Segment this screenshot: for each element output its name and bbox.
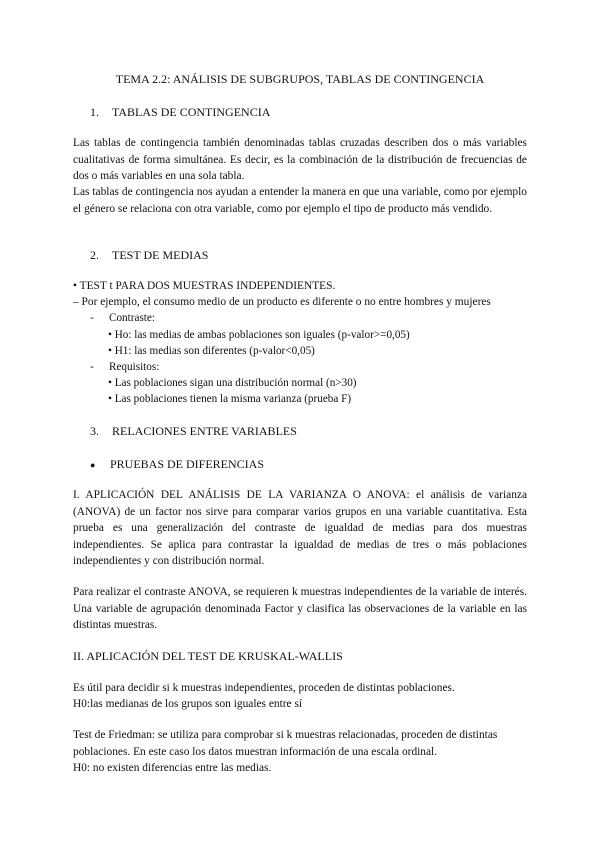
friedman-h0: H0: no existen diferencias entre las medias. [73, 762, 272, 774]
section-1-number: 1. [90, 105, 99, 119]
kruskal-heading: II. APLICACIÓN DEL TEST DE KRUSKAL-WALLIS [73, 649, 343, 663]
pruebas-title: PRUEBAS DE DIFERENCIAS [110, 457, 265, 471]
section-1-title: TABLAS DE CONTINGENCIA [112, 105, 271, 119]
requisito-2: • Las poblaciones tienen la misma varianza (prueba F) [108, 393, 352, 405]
kruskal-h0: H0:las medianas de los grupos son iguales entre sí [73, 698, 303, 710]
ttest-example: – Por ejemplo, el consumo medio de un producto es diferente o no entre hombres y mujeres [73, 296, 491, 308]
anova-paragraph-2: Para realizar el contraste ANOVA, se requieren k muestras independientes de la variable de interés. Una variable de agrupación denominada Factor y clasifica las observaciones de la variable en las distintas muestras. [73, 586, 527, 631]
hypothesis-h0: • Ho: las medias de ambas poblaciones son iguales (p-valor>=0,05) [108, 329, 410, 341]
page-title: TEMA 2.2: ANÁLISIS DE SUBGRUPOS, TABLAS DE CONTINGENCIA [115, 72, 485, 86]
bullet-icon: ● [90, 460, 96, 470]
section-1-paragraph-1: Las tablas de contingencia también denominadas tablas cruzadas describen dos o más variables cualitativas de forma simultánea. Es decir, es la combinación de la distribución de frecuencias de dos o más variables en una sola tabla. [73, 137, 527, 182]
friedman-paragraph: Test de Friedman: se utiliza para comprobar si k muestras relacionadas, proceden de distintas poblaciones. En este caso los datos muestran información de una escala ordinal. [73, 729, 498, 758]
contraste-text: Contraste: [109, 312, 155, 324]
requisitos-label [90, 359, 159, 376]
section-3-number: 3. [90, 424, 99, 438]
kruskal-paragraph-1: Es útil para decidir si k muestras independientes, proceden de distintas poblaciones. [73, 682, 455, 694]
section-2-title: TEST DE MEDIAS [112, 248, 209, 262]
requisitos-dash: - [90, 361, 94, 373]
section-1-heading [90, 104, 544, 121]
ttest-title: • TEST t PARA DOS MUESTRAS INDEPENDIENTES. [73, 280, 336, 292]
requisito-1: • Las poblaciones sigan una distribución normal (n>30) [108, 377, 357, 389]
anova-paragraph-1: I. APLICACIÓN DEL ANÁLISIS DE LA VARIANZA O ANOVA: el análisis de varianza (ANOVA) de un factor nos sirve para comparar varios grupos en una variable cuantitativa. Esta prueba es una generalización del contraste de igualdad de medias para dos muestras independientes. Se aplica para contrastar la igualdad de medias de tres o más poblaciones independientes y con distribución normal. [73, 489, 527, 567]
contraste-dash: - [90, 312, 94, 324]
section-3-heading [90, 423, 544, 440]
pruebas-heading [90, 456, 544, 474]
section-2-heading [90, 247, 544, 264]
requisitos-text: Requisitos: [109, 361, 160, 373]
contraste-label [90, 310, 155, 327]
section-1-paragraph-2: Las tablas de contingencia nos ayudan a entender la manera en que una variable, como por ejemplo el género se relaciona con otra variable, como por ejemplo el tipo de producto más vendido. [73, 186, 527, 215]
section-3-title: RELACIONES ENTRE VARIABLES [112, 424, 297, 438]
hypothesis-h1: • H1: las medias son diferentes (p-valor<0,05) [108, 345, 315, 357]
section-2-number: 2. [90, 248, 99, 262]
